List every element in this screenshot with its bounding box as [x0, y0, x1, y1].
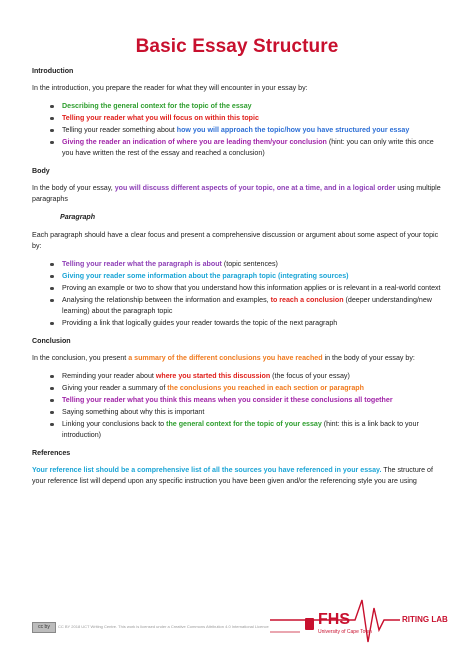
- list-text: (deeper understanding/new learning) about the paragraph topic: [62, 296, 432, 315]
- list-text: (the focus of your essay): [270, 372, 350, 380]
- list-item: [62, 295, 442, 317]
- list-item: [62, 419, 442, 441]
- introduction-paragraph: In the introduction, you prepare the reader for what they will encounter in your essay by:: [32, 84, 308, 92]
- uct-crest-icon: [305, 618, 314, 630]
- highlight-text: to reach a conclusion: [270, 296, 344, 304]
- highlight-text: Giving your reader some information about the paragraph topic (integrating sources): [62, 272, 349, 280]
- list-text: Giving your reader a summary of: [62, 384, 168, 392]
- cc-license-icon[interactable]: cc by: [32, 622, 56, 633]
- list-item: [62, 125, 442, 136]
- highlight-text: Your reference list should be a comprehensive list of all the sources you have referenced in your essay.: [32, 466, 382, 474]
- highlight-text: the general context for the topic of your essay: [166, 420, 322, 428]
- highlight-text: the conclusions you reached in each section or paragraph: [167, 384, 364, 392]
- list-text: Linking your conclusions back to: [62, 420, 167, 428]
- list-text: Analysing the relationship between the information and examples,: [62, 296, 271, 304]
- list-text: Saying something about why this is important: [62, 408, 205, 416]
- list-text: Reminding your reader about: [62, 372, 156, 380]
- list-item: [62, 395, 442, 406]
- footer: [0, 590, 474, 669]
- list-item: [62, 271, 442, 282]
- paragraph-subheading: Paragraph: [60, 213, 96, 221]
- body-text: in the body of your essay by:: [322, 354, 415, 362]
- list-item: [62, 137, 442, 159]
- highlight-text: Telling your reader what you think this means when you consider it these conclusions all together: [62, 396, 393, 404]
- list-item: [62, 371, 442, 382]
- license-text: CC BY 2018 UCT Writing Centre. This work is licensed under a Creative Commons Attribution 4.0 International Licence: [58, 624, 269, 629]
- body-list: [32, 259, 442, 329]
- list-item: [62, 259, 442, 270]
- list-text: (hint: you can only write this once you have written the rest of the essay and reached a conclusion): [62, 138, 434, 157]
- references-paragraph: [32, 465, 442, 487]
- highlight-text: a summary of the different conclusions you have reached: [128, 354, 323, 362]
- body-text: The structure of your reference list will depend upon any specific instruction you have been given and/or the referencing style you are using: [32, 466, 433, 485]
- introduction-list: [32, 101, 442, 159]
- highlight-text: Telling your reader what you will focus on within this topic: [62, 114, 259, 122]
- paragraph-description: Each paragraph should have a clear focus and present a comprehensive discussion or argument about some aspect of your topic by:: [32, 231, 439, 250]
- document-body: [32, 66, 442, 494]
- body-heading: Body: [32, 167, 50, 175]
- references-heading: References: [32, 449, 71, 457]
- uct-label: University of Cape Town: [318, 629, 372, 635]
- list-text: Providing a link that logically guides your reader towards the topic of the next paragraph: [62, 319, 338, 327]
- highlight-text: you will discuss different aspects of your topic, one at a time, and in a logical order: [114, 184, 396, 192]
- list-text: (hint: this is a link back to your introduction): [62, 420, 419, 439]
- page-title: Basic Essay Structure: [135, 36, 339, 57]
- highlight-text: Describing the general context for the topic of the essay: [62, 102, 252, 110]
- highlight-text: how you will approach the topic/how you have structured your essay: [176, 126, 410, 134]
- conclusion-paragraph: [32, 353, 442, 364]
- list-item: [62, 113, 442, 124]
- body-text: In the body of your essay,: [32, 184, 115, 192]
- conclusion-list: [32, 371, 442, 441]
- list-item: [62, 318, 442, 329]
- highlight-text: where you started this discussion: [155, 372, 271, 380]
- writing-lab-label: RITING LAB: [402, 615, 448, 624]
- list-text: Proving an example or two to show that you understand how this information applies or is relevant in a real-world context: [62, 284, 441, 292]
- list-item: [62, 407, 442, 418]
- conclusion-heading: Conclusion: [32, 337, 71, 345]
- body-paragraph: [32, 183, 442, 205]
- fhs-logo: FHS: [318, 611, 350, 628]
- list-item: [62, 383, 442, 394]
- heartbeat-line-icon: [0, 590, 474, 669]
- list-text: (topic sentences): [221, 260, 278, 268]
- body-text: using multiple paragraphs: [32, 184, 441, 203]
- body-text: In the conclusion, you present: [32, 354, 129, 362]
- highlight-text: Giving the reader an indication of where you are leading them/your conclusion: [62, 138, 327, 146]
- list-text: Telling your reader something about: [62, 126, 177, 134]
- list-item: [62, 283, 442, 294]
- highlight-text: Telling your reader what the paragraph is about: [62, 260, 222, 268]
- introduction-heading: Introduction: [32, 67, 74, 75]
- list-item: [62, 101, 442, 112]
